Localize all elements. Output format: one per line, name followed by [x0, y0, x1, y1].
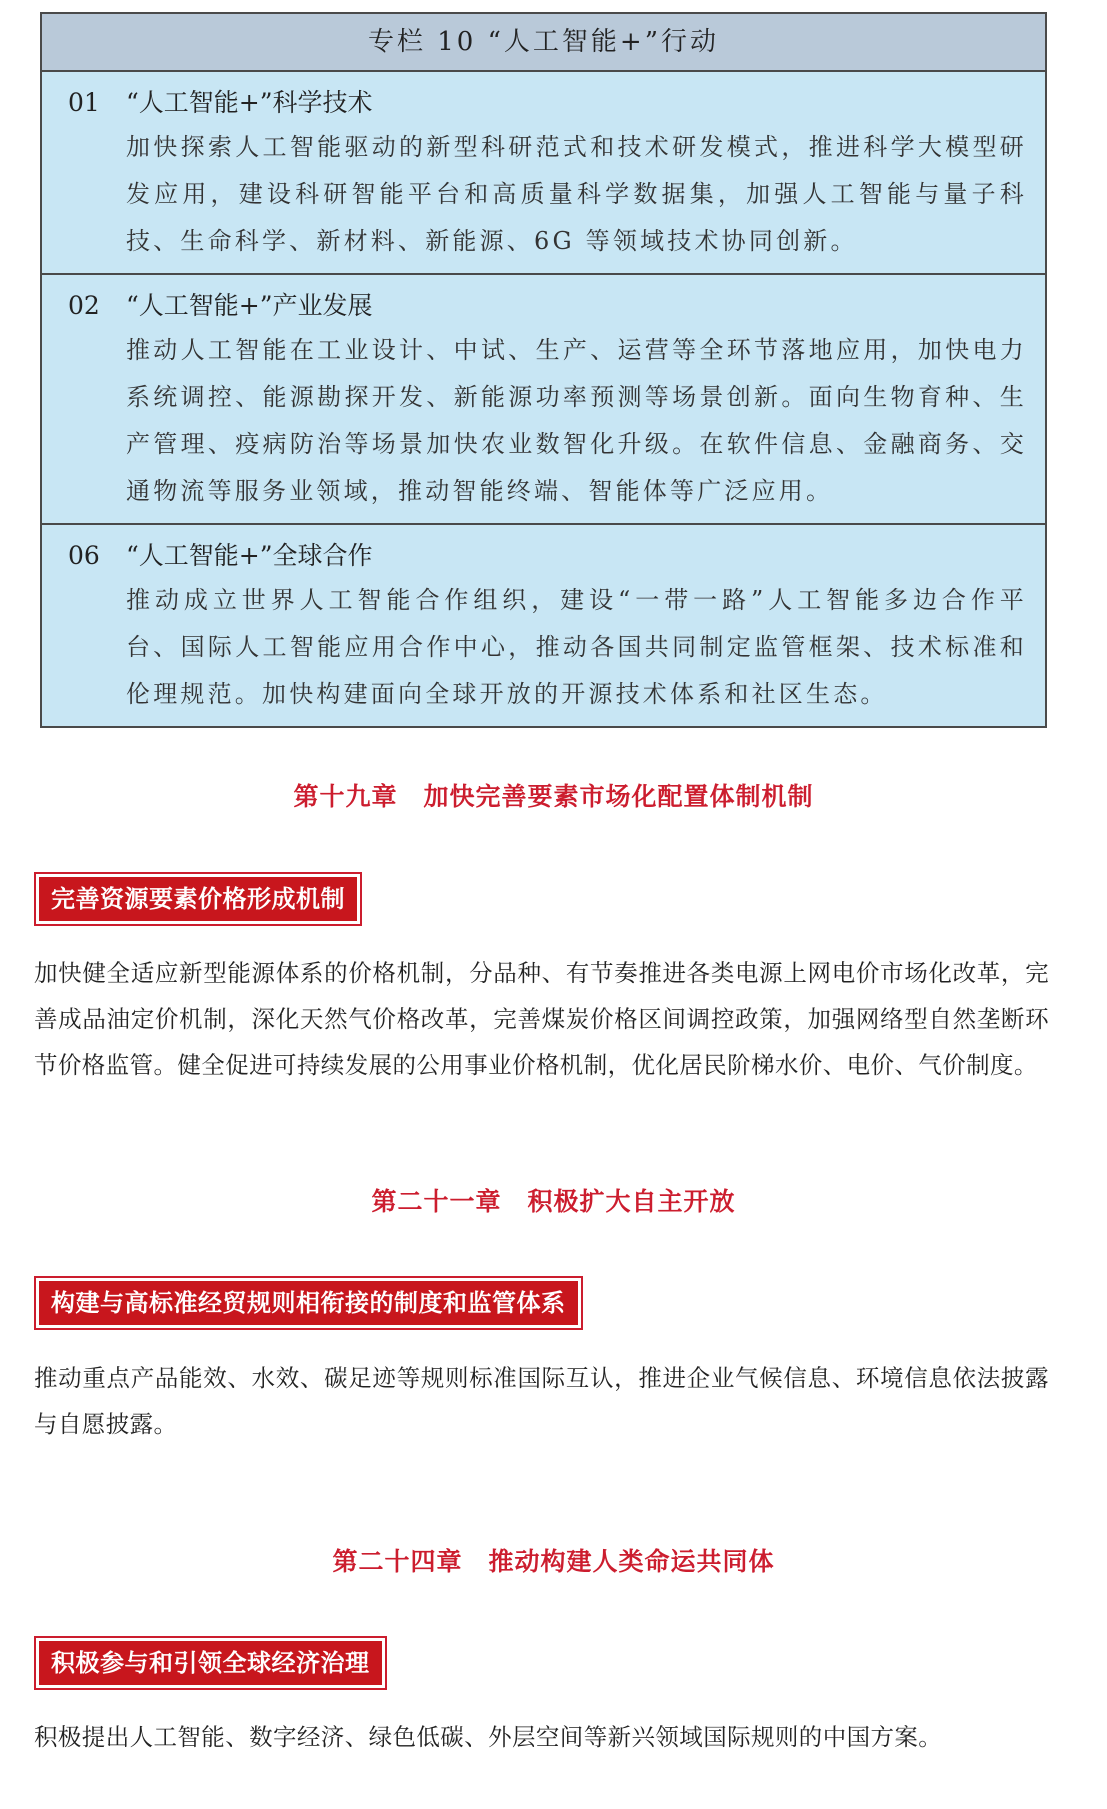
- section-tag-label: 构建与高标准经贸规则相衔接的制度和监管体系: [39, 1281, 578, 1325]
- column-box-ai-plus: [40, 12, 1047, 728]
- row-number: 02: [68, 291, 100, 320]
- column-header: 专栏 10 “人工智能+”行动: [42, 14, 1045, 72]
- section-tag: [34, 1636, 387, 1690]
- row-title: “人工智能+”产业发展: [126, 291, 373, 320]
- chapter-title-24: 第二十四章 推动构建人类命运共同体: [332, 1547, 775, 1576]
- section-tag-label: 完善资源要素价格形成机制: [39, 877, 357, 921]
- row-number: 06: [68, 541, 100, 570]
- row-number: 01: [68, 88, 100, 117]
- chapter-title-19: 第十九章 加快完善要素市场化配置体制机制: [293, 782, 814, 811]
- column-row-01: [42, 72, 1045, 275]
- section-paragraph: 加快健全适应新型能源体系的价格机制，分品种、有节奏推进各类电源上网电价市场化改革，完善成品油定价机制，深化天然气价格改革，完善煤炭价格区间调控政策，加强网络型自然垄断环节价格监管。健全促进可持续发展的公用事业价格机制，优化居民阶梯水价、电价、气价制度。: [34, 959, 1049, 1079]
- row-body: 推动人工智能在工业设计、中试、生产、运营等全环节落地应用，加快电力系统调控、能源勘探开发、新能源功率预测等场景创新。面向生物育种、生产管理、疫病防治等场景加快农业数智化升级。在软件信息、金融商务、交通物流等服务业领域，推动智能终端、智能体等广泛应用。: [126, 336, 1027, 505]
- section-paragraph: 推动重点产品能效、水效、碳足迹等规则标准国际互认，推进企业气候信息、环境信息依法披露与自愿披露。: [34, 1364, 1049, 1438]
- row-title: “人工智能+”科学技术: [126, 88, 373, 117]
- row-body: 推动成立世界人工智能合作组织，建设“一带一路”人工智能多边合作平台、国际人工智能应用合作中心，推动各国共同制定监管框架、技术标准和伦理规范。加快构建面向全球开放的开源技术体系和社区生态。: [126, 586, 1027, 708]
- row-body: 加快探索人工智能驱动的新型科研范式和技术研发模式，推进科学大模型研发应用，建设科研智能平台和高质量科学数据集，加强人工智能与量子科技、生命科学、新材料、新能源、6G 等领域技术协同创新。: [126, 133, 1027, 255]
- section-paragraph: 积极提出人工智能、数字经济、绿色低碳、外层空间等新兴领域国际规则的中国方案。: [34, 1723, 943, 1751]
- row-title: “人工智能+”全球合作: [126, 541, 373, 570]
- column-row-06: [42, 525, 1045, 726]
- column-row-02: [42, 275, 1045, 525]
- section-tag: [34, 1276, 583, 1330]
- section-tag: [34, 872, 362, 926]
- section-tag-label: 积极参与和引领全球经济治理: [39, 1641, 382, 1685]
- chapter-title-21: 第二十一章 积极扩大自主开放: [371, 1187, 736, 1216]
